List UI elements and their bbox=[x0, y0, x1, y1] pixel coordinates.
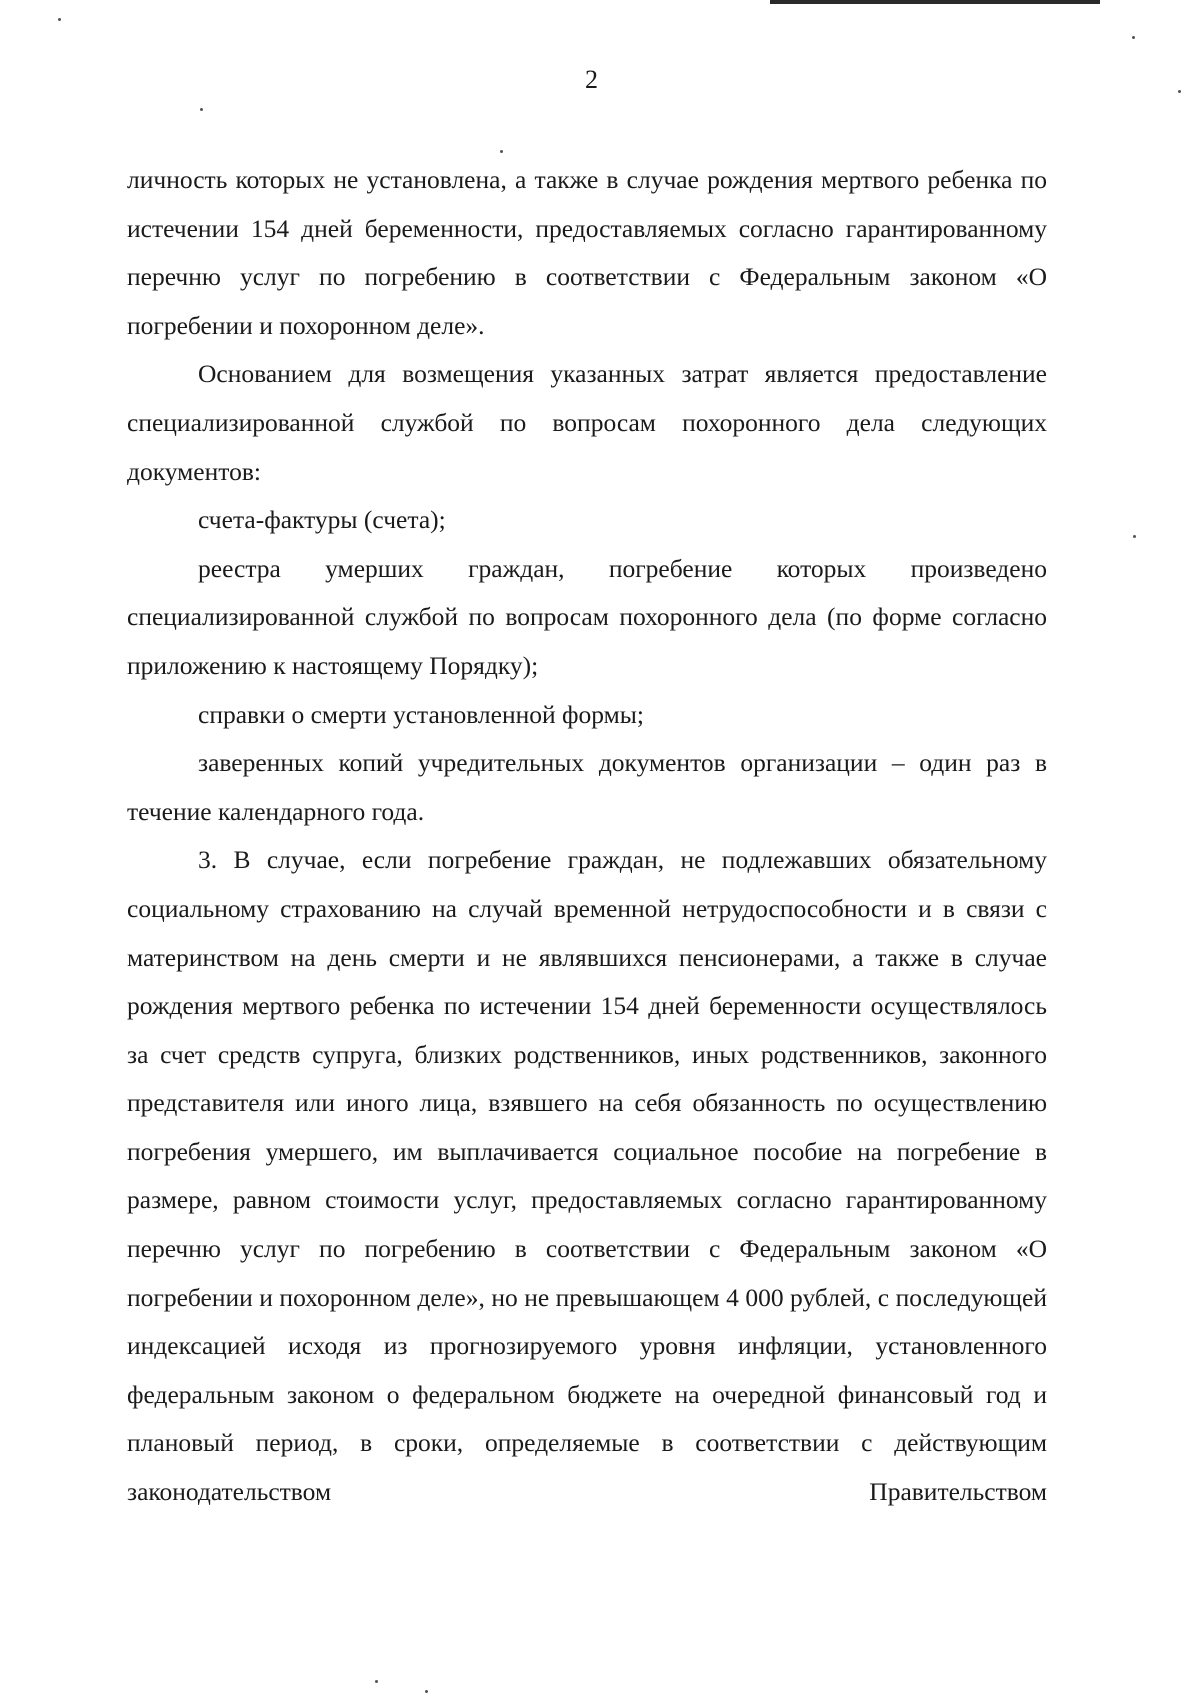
scan-speck bbox=[500, 150, 503, 153]
list-item-invoices: счета-фактуры (счета); bbox=[198, 505, 446, 535]
paragraph-basis: Основанием для возмещения указанных затрат является предоставление специализированной службой по вопросам похоронного дела следующих документов: bbox=[127, 359, 1047, 486]
scan-speck bbox=[1178, 90, 1181, 93]
list-item-registry: реестра умерших граждан, погребение которых произведено специализированной службой по вопросам похоронного дела (по форме согласно приложению к настоящему Порядку); bbox=[127, 553, 1047, 680]
list-item-death-certificate: справки о смерти установленной формы; bbox=[198, 699, 645, 729]
scan-speck bbox=[200, 108, 203, 111]
paragraph-section-3: 3. В случае, если погребение граждан, не подлежавших обязательному социальному страхованию на случай временной нетрудоспособности и в связи с материнством на день смерти и не являвшихся пенсионерами, а также в случае рождения мертвого ребенка по истечении 154 дней беременности осуществлялось за счет средств супруга, близких родственников, иных родственников, законного представителя или иного лица, взявшего на себя обязанность по осуществлению погребения умершего, им выплачивается социальное пособие на погребение в размере, равном стоимости услуг, предоставляемых согласно гарантированному перечню услуг по погребению в соответствии с Федеральным законом «О погребении и похоронном деле», но не превышающем 4 000 рублей, с последующей индексацией исходя из прогнозируемого уровня инфляции, установленного федеральным законом о федеральном бюджете на очередной финансовый год и плановый период, в сроки, определяемые в соответствии с действующим законодательством Правительством bbox=[127, 845, 1047, 1507]
scan-speck bbox=[425, 1690, 428, 1693]
scan-top-rule bbox=[770, 0, 1100, 4]
paragraph-continuation: личность которых не установлена, а также в случае рождения мертвого ребенка по истечении 154 дней беременности, предоставляемых согласно гарантированному перечню услуг по погребению в соответствии с Федеральным законом «О погребении и похоронном деле». bbox=[127, 165, 1047, 340]
page-number: 2 bbox=[585, 65, 598, 94]
list-item-founding-documents: заверенных копий учредительных документов организации – один раз в течение календарного года. bbox=[127, 748, 1047, 826]
document-body bbox=[127, 156, 1047, 1517]
scan-speck bbox=[1133, 535, 1136, 538]
scan-speck bbox=[375, 1680, 378, 1683]
scan-speck bbox=[1132, 36, 1135, 39]
scan-speck bbox=[58, 18, 61, 21]
